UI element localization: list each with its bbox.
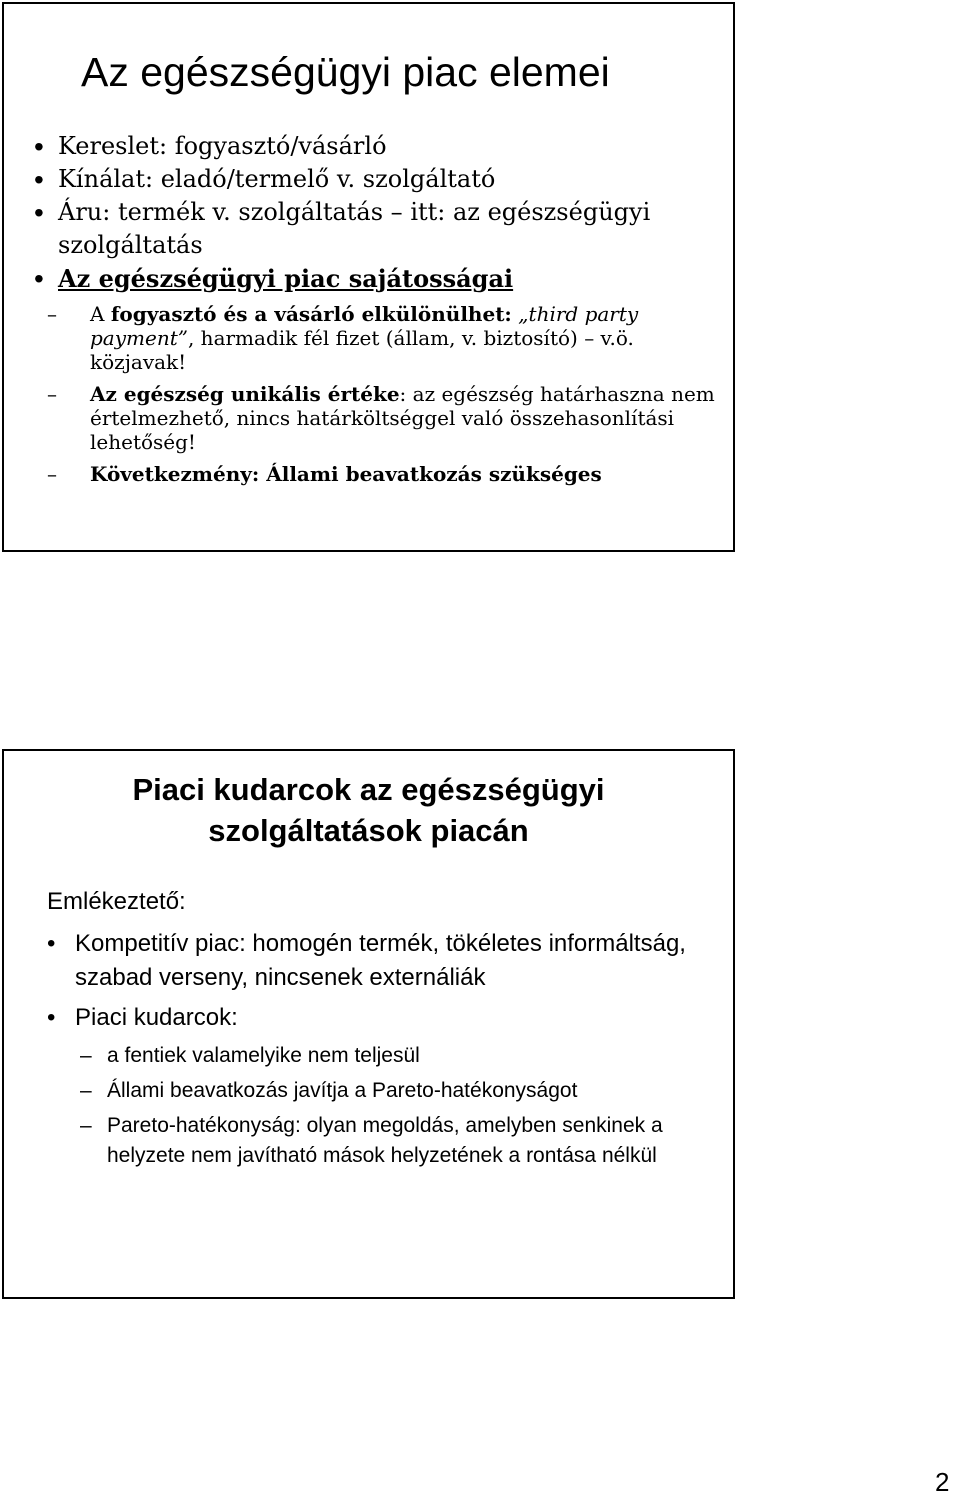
sub-bullet-allami-beavatkozas: – Állami beavatkozás javítja a Pareto-hatékonyságot [47, 1076, 707, 1106]
kovetkezmeny-bold: Következmény: Állami beavatkozás szükséges [90, 462, 602, 486]
bullet-piaci-kudarcok: • Piaci kudarcok: [47, 1001, 707, 1035]
bullet-kereslet: • Kereslet: fogyasztó/vásárló [34, 130, 724, 163]
slide-1-bullet-list [34, 130, 724, 494]
sub-bullet-kovetkezmeny [34, 462, 724, 486]
slide-2 [2, 749, 735, 1299]
sub-bullet-pareto-hatekonysag: – Pareto-hatékonyság: olyan megoldás, amelyben senkinek a helyzete nem javítható mások helyzetének a rontása nélkül [47, 1111, 707, 1171]
sub-bullet-egeszseg-erteke [34, 382, 724, 454]
page-number: 2 [935, 1467, 950, 1497]
bullet-piac-sajatossagai [34, 262, 724, 296]
egeszseg-erteke-rest: : az egészség határhaszna nem értelmezhető, nincs határköltséggel való összehasonlítási lehetőség! [90, 382, 715, 454]
third-party-prefix: A [90, 302, 105, 326]
slide-2-title [4, 769, 733, 851]
bullet-kompetitiv-piac: • Kompetitív piac: homogén termék, tökéletes informáltság, szabad verseny, nincsenek externáliák [47, 927, 707, 995]
sub-bullet-third-party [34, 302, 724, 374]
sub-bullet-fentiek: – a fentiek valamelyike nem teljesül [47, 1041, 707, 1071]
bullet-aru: • Áru: termék v. szolgáltatás – itt: az egészségügyi szolgáltatás [34, 196, 724, 262]
third-party-rest: , harmadik fél fizet (állam, v. biztosító) – v.ö. közjavak! [90, 326, 634, 374]
slide-1 [2, 2, 735, 552]
slide-1-title: Az egészségügyi piac elemei [81, 49, 610, 95]
slide-2-title-line-1: Piaci kudarcok az egészségügyi [132, 772, 605, 807]
intro-label: Emlékeztető: [47, 888, 186, 915]
third-party-italic: „third party payment” [90, 302, 639, 350]
feature-heading: Az egészségügyi piac sajátosságai [58, 264, 514, 293]
bullet-kinalat: • Kínálat: eladó/termelő v. szolgáltató [34, 163, 724, 196]
third-party-bold: fogyasztó és a vásárló elkülönülhet: [110, 302, 512, 326]
slide-2-title-line-2: szolgáltatások piacán [208, 813, 529, 848]
slide-2-bullet-list [47, 927, 707, 1176]
egeszseg-erteke-bold: Az egészség unikális értéke [90, 382, 400, 406]
